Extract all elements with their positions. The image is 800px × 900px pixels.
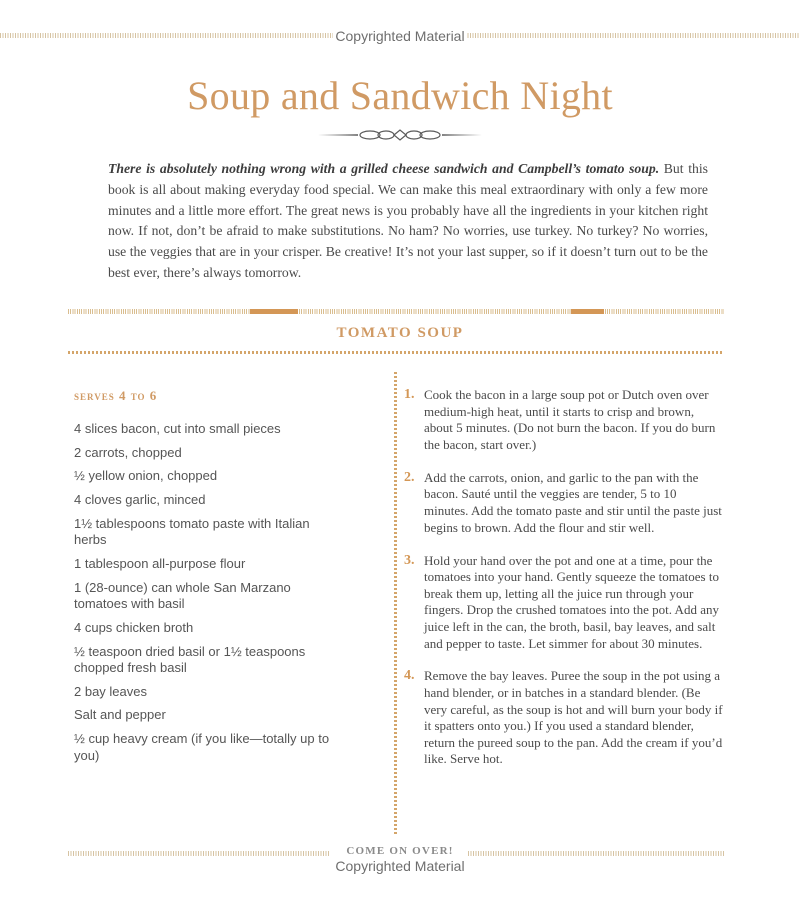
section-rule-accent: [250, 309, 298, 314]
step-number: 4.: [404, 668, 415, 684]
serves-label: serves 4 to 6: [74, 388, 158, 403]
step-number: 1.: [404, 387, 415, 402]
section-rule-accent: [571, 309, 604, 314]
ingredient-item: 1 (28-ounce) can whole San Marzano tomatoes with basil: [74, 579, 291, 612]
column-divider: [394, 372, 397, 834]
section-rule: [68, 309, 724, 314]
ingredient-item: ½ teaspoon dried basil or 1½ teaspoons chopped fresh basil: [74, 643, 306, 675]
step-item: [404, 553, 724, 653]
intro-body: But this book is all about making everyday food special. We can make this meal extraordinary with only a few more minutes and a little more effort. The great news is you probably have all the ingredients in your kitchen right now. If not, don’t be afraid to make substitutions. No ham? No worries, use turkey. No turkey? No worries, use the veggies that are in your crisper. Be creative! It’s not your last supper, so if it doesn’t turn out to be the best ever, there’s always tomorrow.: [108, 161, 708, 280]
ingredient-item: 2 bay leaves: [74, 683, 147, 699]
ingredient-list: [74, 421, 344, 771]
footer-rule-left: [68, 851, 330, 856]
dotted-rule: [68, 351, 724, 354]
flourish-divider-icon: [318, 128, 482, 142]
step-list: [404, 387, 724, 784]
page-title: Soup and Sandwich Night: [187, 73, 613, 118]
recipe-title: TOMATO SOUP: [336, 325, 464, 341]
copyright-watermark-top: [0, 28, 800, 44]
ingredient-item: 4 slices bacon, cut into small pieces: [74, 421, 281, 436]
copyright-text: Copyrighted Material: [335, 28, 465, 44]
step-number: 2.: [404, 469, 415, 485]
step-item: [404, 470, 724, 536]
step-text: Hold your hand over the pot and one at a time, pour the tomatoes into your hand. Gently squeeze the tomatoes to break them up, letting all the juice run through your fingers. Drop the crushed tomatoes into the pot. Add any juice left in the can, the broth, basil, bay leaves, and salt and pepper to taste. Let simmer for about 30 minutes.: [424, 552, 719, 651]
ingredient-item: ½ cup heavy cream (if you like—totally up to you): [74, 731, 330, 763]
step-text: Add the carrots, onion, and garlic to the pan with the bacon. Sauté until the veggies are tender, 5 to 10 minutes. Add the tomato paste and stir until the paste just begins to brown. Add the flour and stir well.: [424, 469, 722, 535]
step-text: Cook the bacon in a large soup pot or Dutch oven over medium-high heat, until it starts to crisp and brown, about 5 minutes. (Do not burn the bacon. If you do burn the bacon, start over.): [424, 387, 716, 452]
ingredient-item: 1½ tablespoons tomato paste with Italian herbs: [74, 515, 310, 548]
ingredient-item: 4 cups chicken broth: [74, 619, 194, 635]
step-item: [404, 668, 724, 768]
copyright-watermark-bottom: [0, 858, 800, 874]
footer-rule-right: [468, 851, 724, 856]
intro-paragraph: [108, 159, 708, 284]
ingredient-item: 4 cloves garlic, minced: [74, 492, 206, 508]
ingredient-item: Salt and pepper: [74, 707, 166, 723]
step-item: [404, 387, 724, 453]
intro-lead: There is absolutely nothing wrong with a grilled cheese sandwich and Campbell’s tomato soup.: [108, 161, 660, 176]
running-footer: COME ON OVER!: [346, 845, 454, 857]
step-number: 3.: [404, 552, 415, 568]
ingredient-item: 2 carrots, chopped: [74, 444, 182, 460]
copyright-text: Copyrighted Material: [335, 858, 465, 874]
ingredient-item: ½ yellow onion, chopped: [74, 468, 218, 484]
step-text: Remove the bay leaves. Puree the soup in the pot using a hand blender, or in batches in a standard blender. (Be very careful, as the soup is hot and will burn your body if it spatters onto you.) If you used a standard blender, return the pureed soup to the pan. Add the cream if you’d like. Serve hot.: [424, 668, 723, 767]
ingredient-item: 1 tablespoon all-purpose flour: [74, 555, 246, 571]
